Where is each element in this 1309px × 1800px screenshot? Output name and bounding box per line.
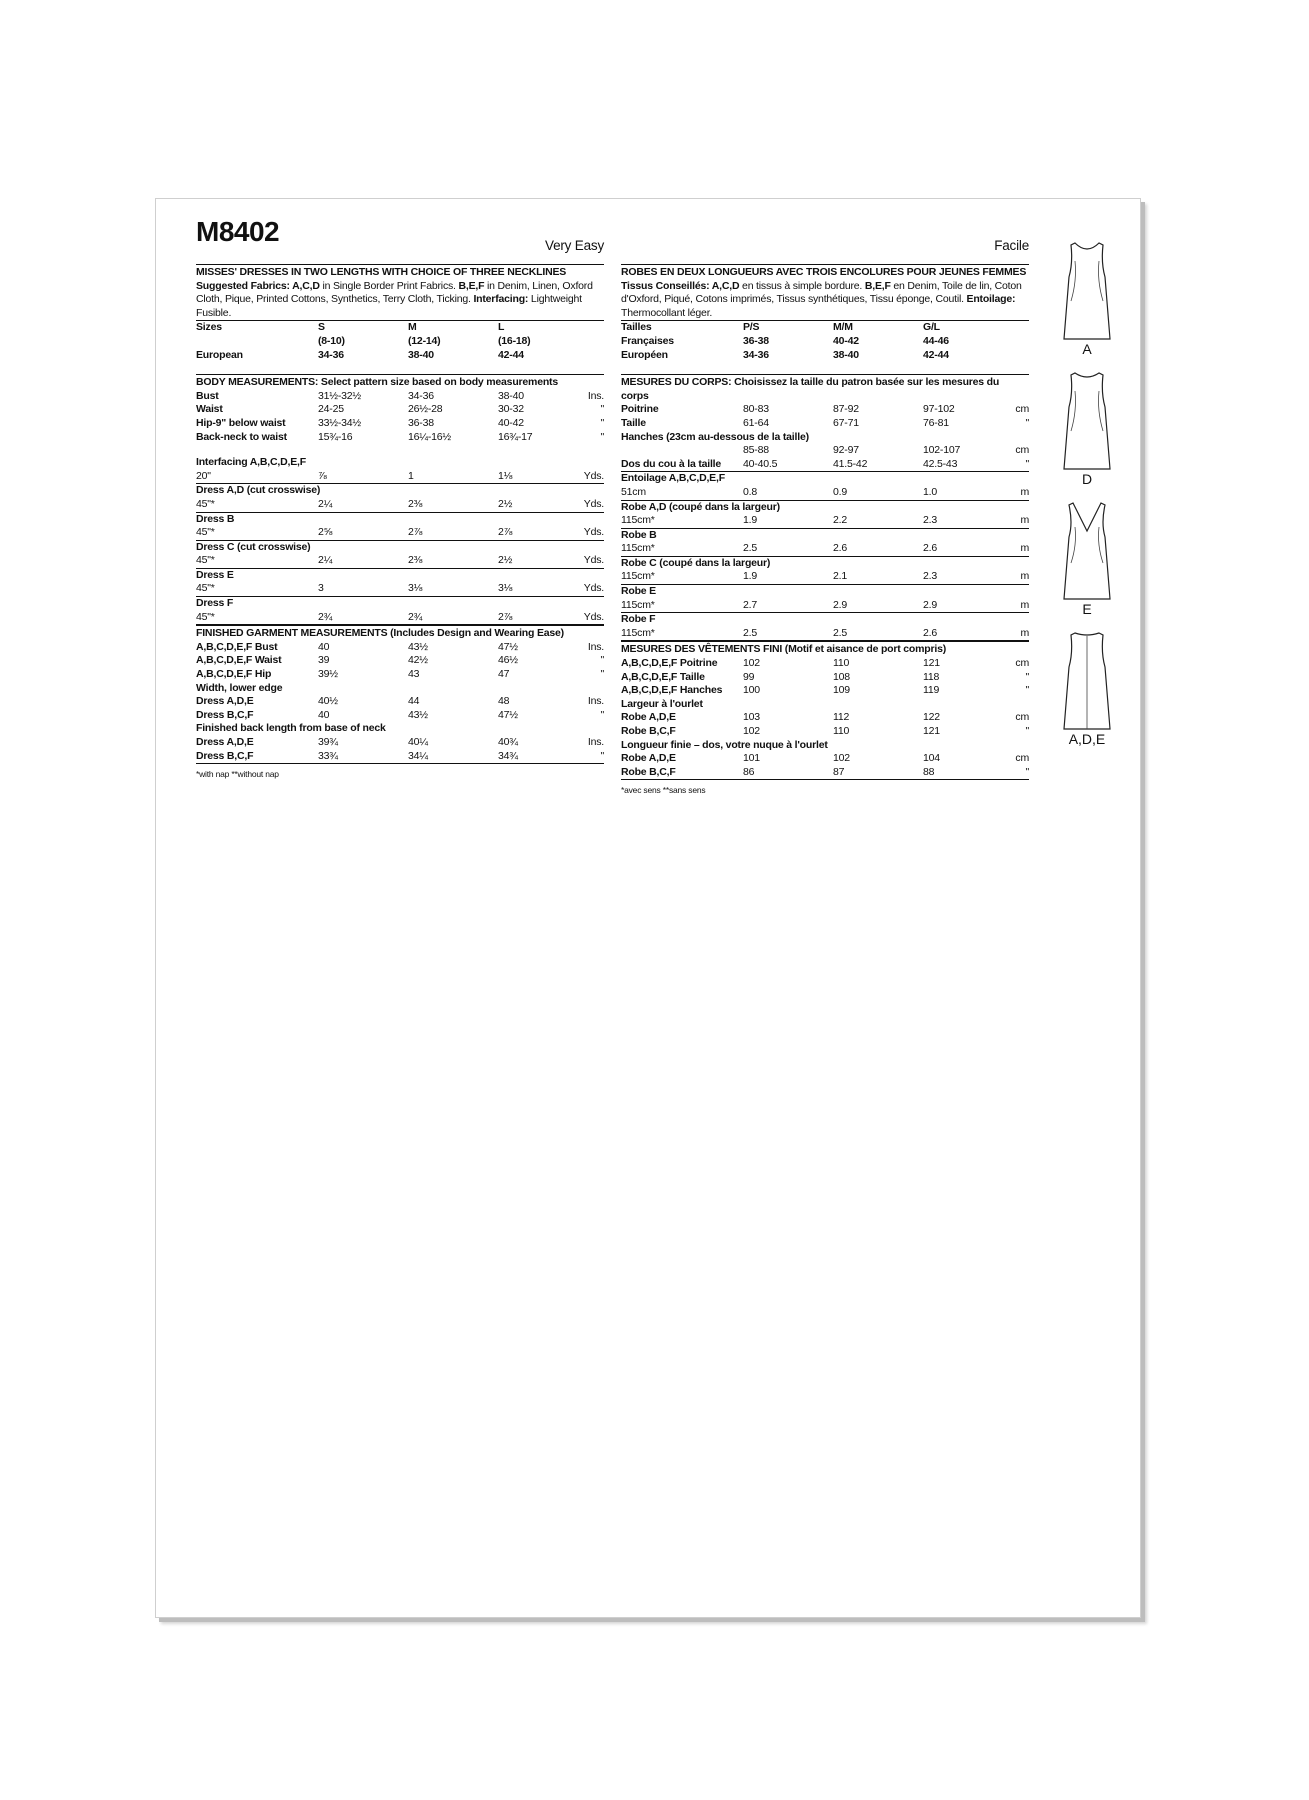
value-cell: 2.6 xyxy=(923,542,937,555)
value-cell: 47 xyxy=(498,668,510,681)
value-cell: 61-64 xyxy=(743,416,769,429)
yardage-table xyxy=(196,456,604,625)
dress-a-sketch-icon xyxy=(1061,241,1113,341)
sketch-view-d xyxy=(1061,371,1113,487)
table-row xyxy=(196,736,604,750)
row-label: Taille xyxy=(621,416,646,429)
value-cell: 67-71 xyxy=(833,416,859,429)
value-cell: 2¾ xyxy=(408,610,423,623)
body-measurements-heading: BODY MEASUREMENTS: Select pattern size based on body measurements xyxy=(196,374,604,390)
hip-label-fr: Hanches (23cm au-dessous de la taille) xyxy=(621,430,809,443)
value-cell: 2.7 xyxy=(743,598,757,611)
unit-cell: " xyxy=(600,403,604,416)
value-cell: 39¾ xyxy=(318,736,338,748)
width-table xyxy=(196,695,604,722)
value-cell: L xyxy=(498,321,505,334)
row-label: Françaises xyxy=(621,334,674,347)
value-cell: 1.9 xyxy=(743,514,757,527)
dress-d-sketch-icon xyxy=(1061,371,1113,471)
value-cell: 104 xyxy=(923,752,940,765)
unit-cell: Yds. xyxy=(583,610,604,623)
table-row xyxy=(196,582,604,596)
unit-cell: Ins. xyxy=(587,695,604,708)
value-cell: 88 xyxy=(923,765,935,778)
row-label: Dress B,C,F xyxy=(196,749,254,762)
unit-cell: Ins. xyxy=(587,389,604,402)
row-label: 115cm* xyxy=(621,542,655,555)
sketch-label-a: A xyxy=(1082,341,1092,357)
unit-cell: cm xyxy=(1015,403,1029,416)
value-cell: 2¼ xyxy=(318,554,333,567)
value-cell: 40¾ xyxy=(498,736,518,748)
value-cell: M xyxy=(408,321,417,334)
row-label: Sizes xyxy=(196,321,222,334)
value-cell: 85-88 xyxy=(743,444,769,457)
unit-cell: cm xyxy=(1015,752,1029,765)
value-cell: 3⅛ xyxy=(498,582,513,595)
value-cell: 102-107 xyxy=(923,444,961,457)
value-cell: 2.1 xyxy=(833,570,847,583)
value-cell: 2½ xyxy=(498,497,513,510)
pattern-sheet xyxy=(155,198,1141,1618)
value-cell: 2.3 xyxy=(923,514,937,527)
footnote: *with nap **without nap xyxy=(196,769,279,780)
table-row xyxy=(196,390,604,404)
value-cell: 109 xyxy=(833,684,850,697)
value-cell: 41.5-42 xyxy=(833,457,868,470)
value-cell: 44 xyxy=(408,695,420,708)
finished-measurements-table-fr xyxy=(621,657,1029,698)
row-label: A,B,C,D,E,F Taille xyxy=(621,670,705,683)
table-row xyxy=(621,570,1029,584)
row-label: A,B,C,D,E,F Waist xyxy=(196,654,282,667)
row-label: 45"* xyxy=(196,610,215,623)
row-label: 51cm xyxy=(621,485,646,498)
table-row xyxy=(621,514,1029,528)
unit-cell: Yds. xyxy=(583,582,604,595)
value-cell: 119 xyxy=(923,684,940,697)
unit-cell: " xyxy=(1025,416,1029,429)
yardage-view-label: Dress C (cut crosswise) xyxy=(196,540,311,553)
table-row xyxy=(621,417,1029,431)
value-cell: 2¼ xyxy=(318,497,333,510)
unit-cell: m xyxy=(1020,598,1029,611)
unit-cell: " xyxy=(600,654,604,667)
value-cell: (8-10) xyxy=(318,334,345,347)
value-cell: (16-18) xyxy=(498,334,531,347)
unit-cell: " xyxy=(1025,670,1029,683)
row-label: Dress A,D,E xyxy=(196,736,254,748)
value-cell: 102 xyxy=(743,725,760,737)
row-label: Poitrine xyxy=(621,403,659,416)
length-label: Finished back length from base of neck xyxy=(196,722,386,735)
table-row xyxy=(196,403,604,417)
sizes-table-fr xyxy=(621,321,1029,362)
value-cell: 33½-34½ xyxy=(318,416,361,429)
table-row xyxy=(196,709,604,723)
table-row xyxy=(621,349,1029,363)
row-label: Robe B,C,F xyxy=(621,765,676,778)
back-row-fr xyxy=(621,458,1029,472)
table-row xyxy=(621,444,1029,458)
row-label: Waist xyxy=(196,403,223,416)
value-cell: 2.5 xyxy=(833,626,847,639)
value-cell: 1.9 xyxy=(743,570,757,583)
yardage-view-label: Dress A,D (cut crosswise) xyxy=(196,484,321,497)
value-cell: 2.9 xyxy=(923,598,937,611)
unit-cell: Yds. xyxy=(583,526,604,539)
value-cell: 2¾ xyxy=(318,610,333,623)
value-cell: 87-92 xyxy=(833,403,859,416)
row-label: 45"* xyxy=(196,497,215,510)
unit-cell: cm xyxy=(1015,711,1029,724)
value-cell: 2.5 xyxy=(743,626,757,639)
value-cell: 0.8 xyxy=(743,485,757,498)
dress-e-sketch-icon xyxy=(1061,501,1113,601)
french-column xyxy=(621,199,1029,798)
value-cell: 42-44 xyxy=(498,348,524,361)
table-row xyxy=(621,486,1029,500)
table-row xyxy=(621,321,1029,335)
unit-cell: Yds. xyxy=(583,497,604,510)
row-label: Hip-9" below waist xyxy=(196,416,286,429)
value-cell: 102 xyxy=(833,752,850,765)
length-label-fr: Longueur finie – dos, votre nuque à l'ourlet xyxy=(621,738,828,751)
table-row xyxy=(621,657,1029,671)
value-cell: 31½-32½ xyxy=(318,389,361,402)
value-cell: 2⅝ xyxy=(318,526,333,539)
value-cell: 40-42 xyxy=(833,334,859,347)
unit-cell: m xyxy=(1020,626,1029,639)
value-cell: 36-38 xyxy=(743,334,769,347)
table-row xyxy=(621,627,1029,641)
value-cell: 26½-28 xyxy=(408,403,443,416)
table-row xyxy=(196,641,604,655)
width-label: Width, lower edge xyxy=(196,681,283,694)
unit-cell: " xyxy=(600,430,604,443)
value-cell: 16¾-17 xyxy=(498,430,533,443)
table-row xyxy=(621,403,1029,417)
value-cell: 40 xyxy=(318,708,330,721)
table-row xyxy=(621,766,1029,780)
value-cell: 34-36 xyxy=(743,348,769,361)
value-cell: 2⅞ xyxy=(498,610,513,623)
sketch-view-a xyxy=(1061,241,1113,357)
table-row xyxy=(196,554,604,568)
sketch-label-e: E xyxy=(1082,601,1092,617)
unit-cell: Ins. xyxy=(587,736,604,748)
value-cell: 43 xyxy=(408,668,420,681)
value-cell: 39 xyxy=(318,654,330,667)
value-cell: 2.5 xyxy=(743,542,757,555)
row-label: Dos du cou à la taille xyxy=(621,457,722,470)
value-cell: 34¼ xyxy=(408,749,428,762)
unit-cell: cm xyxy=(1015,444,1029,457)
table-row xyxy=(196,417,604,431)
yardage-view-label: Entoilage A,B,C,D,E,F xyxy=(621,472,725,485)
value-cell: 100 xyxy=(743,684,760,697)
value-cell: 87 xyxy=(833,765,845,778)
table-row xyxy=(196,750,604,764)
yardage-view-label: Robe E xyxy=(621,585,656,598)
yardage-view-label: Interfacing A,B,C,D,E,F xyxy=(196,456,306,469)
value-cell: 2⅜ xyxy=(408,554,423,567)
value-cell: 2.2 xyxy=(833,514,847,527)
value-cell: 110 xyxy=(833,725,850,737)
unit-cell: " xyxy=(600,708,604,721)
english-column xyxy=(196,199,604,782)
body-measurements-table-fr xyxy=(621,403,1029,430)
row-label: 115cm* xyxy=(621,570,655,583)
table-row xyxy=(621,671,1029,685)
value-cell: 36-38 xyxy=(408,416,434,429)
table-row xyxy=(621,335,1029,349)
difficulty-label-fr: Facile xyxy=(994,238,1029,253)
hip-row-fr xyxy=(621,444,1029,458)
row-label: A,B,C,D,E,F Hanches xyxy=(621,684,723,697)
pattern-number: M8402 xyxy=(196,216,280,247)
value-cell: G/L xyxy=(923,321,940,334)
value-cell: 48 xyxy=(498,695,510,708)
table-row xyxy=(621,684,1029,698)
value-cell: 112 xyxy=(833,711,850,724)
table-row xyxy=(196,654,604,668)
value-cell: 92-97 xyxy=(833,444,859,457)
value-cell: 97-102 xyxy=(923,403,955,416)
value-cell: 40-40.5 xyxy=(743,457,778,470)
value-cell: 34-36 xyxy=(408,389,434,402)
unit-cell: " xyxy=(1025,684,1029,697)
value-cell: 3 xyxy=(318,582,324,595)
value-cell: 42½ xyxy=(408,654,428,667)
unit-cell: Yds. xyxy=(583,554,604,567)
body-measurements-heading-fr: MESURES DU CORPS: Choisissez la taille du patron basée sur les mesures du corps xyxy=(621,374,1029,403)
value-cell: 80-83 xyxy=(743,403,769,416)
table-row xyxy=(196,321,604,335)
row-label: Bust xyxy=(196,389,219,402)
unit-cell: " xyxy=(600,668,604,681)
value-cell: 46½ xyxy=(498,654,518,667)
value-cell: 122 xyxy=(923,711,940,724)
unit-cell: " xyxy=(600,749,604,762)
row-label: A,B,C,D,E,F Bust xyxy=(196,640,278,653)
difficulty-label: Very Easy xyxy=(545,238,604,253)
value-cell: P/S xyxy=(743,321,760,334)
yardage-table-fr xyxy=(621,472,1029,641)
row-label: Robe A,D,E xyxy=(621,752,676,765)
value-cell: 2.6 xyxy=(833,542,847,555)
value-cell: ⅞ xyxy=(318,469,327,482)
sizes-table xyxy=(196,321,604,362)
value-cell: 40½ xyxy=(318,695,338,708)
table-row xyxy=(196,695,604,709)
row-label: 115cm* xyxy=(621,514,655,527)
unit-cell: " xyxy=(1025,457,1029,470)
value-cell: 15¾-16 xyxy=(318,430,353,443)
fabrics-paragraph: Suggested Fabrics: A,C,D in Single Border Print Fabrics. B,E,F in Denim, Linen, Oxford Cloth, Pique, Printed Cottons, Synthetics, Terry Cloth, Ticking. Interfacing: Lightweight Fusible. xyxy=(196,279,593,319)
fabrics-paragraph-fr: Tissus Conseillés: A,C,D en tissus à simple bordure. B,E,F en Denim, Toile de lin, Coton d'Oxford, Piqué, Cotons imprimés, Tissus synthétiques, Tissu éponge, Coutil. Entoilage: Thermocollant léger. xyxy=(621,279,1022,319)
value-cell: 34¾ xyxy=(498,749,518,762)
table-row xyxy=(196,470,604,484)
value-cell: 3⅛ xyxy=(408,582,423,595)
length-table-fr xyxy=(621,752,1029,779)
row-label: Robe A,D,E xyxy=(621,711,676,724)
row-label: 115cm* xyxy=(621,626,655,639)
yardage-view-label: Dress B xyxy=(196,512,235,525)
table-row xyxy=(196,349,604,363)
footnote-fr: *avec sens **sans sens xyxy=(621,785,706,796)
row-label: Dress A,D,E xyxy=(196,695,254,708)
value-cell: 38-40 xyxy=(498,389,524,402)
unit-cell: cm xyxy=(1015,657,1029,670)
finished-measurements-heading: FINISHED GARMENT MEASUREMENTS (Includes Design and Wearing Ease) xyxy=(196,625,604,641)
table-row xyxy=(621,458,1029,472)
row-label: 115cm* xyxy=(621,598,655,611)
sketch-view-back xyxy=(1061,631,1113,747)
value-cell: 0.9 xyxy=(833,485,847,498)
table-row xyxy=(196,498,604,512)
unit-cell: Ins. xyxy=(587,640,604,653)
pattern-title: MISSES' DRESSES IN TWO LENGTHS WITH CHOICE OF THREE NECKLINES xyxy=(196,264,604,280)
value-cell: 34-36 xyxy=(318,348,344,361)
value-cell: 43½ xyxy=(408,708,428,721)
unit-cell: Yds. xyxy=(583,469,604,482)
sketch-view-e xyxy=(1061,501,1113,617)
value-cell: 1⅛ xyxy=(498,469,513,482)
value-cell: 40-42 xyxy=(498,416,524,429)
row-label: 45"* xyxy=(196,582,215,595)
table-row xyxy=(196,668,604,682)
value-cell: 2⅜ xyxy=(408,497,423,510)
finished-measurements-heading-fr: MESURES DES VÊTEMENTS FINI (Motif et aisance de port compris) xyxy=(621,641,1029,657)
value-cell: 118 xyxy=(923,670,940,683)
yardage-view-label: Dress F xyxy=(196,597,234,610)
length-table xyxy=(196,736,604,763)
row-label: A,B,C,D,E,F Hip xyxy=(196,668,272,681)
value-cell: (12-14) xyxy=(408,334,441,347)
value-cell: 44-46 xyxy=(923,334,949,347)
sketch-label-d: D xyxy=(1081,471,1093,487)
value-cell: 43½ xyxy=(408,640,428,653)
table-row xyxy=(621,599,1029,613)
pattern-title-fr: ROBES EN DEUX LONGUEURS AVEC TROIS ENCOLURES POUR JEUNES FEMMES xyxy=(621,264,1029,280)
row-label: Back-neck to waist xyxy=(196,430,287,443)
yardage-view-label: Dress E xyxy=(196,568,234,581)
value-cell: 76-81 xyxy=(923,416,949,429)
sketch-label-back: A,D,E xyxy=(1068,731,1106,747)
value-cell: 108 xyxy=(833,670,850,683)
body-measurements-table xyxy=(196,390,604,444)
row-label: Tailles xyxy=(621,321,652,334)
table-row xyxy=(621,752,1029,766)
value-cell: 99 xyxy=(743,670,755,683)
value-cell: 121 xyxy=(923,657,940,670)
row-label: 45"* xyxy=(196,526,215,539)
value-cell: 42.5-43 xyxy=(923,457,958,470)
row-label: A,B,C,D,E,F Poitrine xyxy=(621,657,718,670)
value-cell: 1.0 xyxy=(923,485,937,498)
unit-cell: m xyxy=(1020,485,1029,498)
finished-measurements-table xyxy=(196,641,604,682)
row-label: Dress B,C,F xyxy=(196,708,254,721)
table-row xyxy=(196,526,604,540)
yardage-view-label: Robe F xyxy=(621,613,656,626)
width-label-fr: Largeur à l'ourlet xyxy=(621,697,703,710)
yardage-view-label: Robe A,D (coupé dans la largeur) xyxy=(621,500,780,513)
yardage-view-label: Robe B xyxy=(621,528,657,541)
unit-cell: " xyxy=(1025,765,1029,778)
value-cell: 40¼ xyxy=(408,736,428,748)
value-cell: 2.9 xyxy=(833,598,847,611)
row-label: European xyxy=(196,348,243,361)
row-label: 45"* xyxy=(196,554,215,567)
value-cell: 1 xyxy=(408,469,414,482)
dress-back-sketch-icon xyxy=(1061,631,1113,731)
value-cell: 39½ xyxy=(318,668,338,681)
row-label: Robe B,C,F xyxy=(621,725,676,737)
table-row xyxy=(196,431,604,445)
unit-cell: " xyxy=(600,416,604,429)
value-cell: 47½ xyxy=(498,640,518,653)
value-cell: 38-40 xyxy=(408,348,434,361)
value-cell: 2.3 xyxy=(923,570,937,583)
value-cell: 102 xyxy=(743,657,760,670)
yardage-view-label: Robe C (coupé dans la largeur) xyxy=(621,556,771,569)
value-cell: 2⅞ xyxy=(498,526,513,539)
unit-cell: " xyxy=(1025,725,1029,737)
table-row xyxy=(196,335,604,349)
value-cell: S xyxy=(318,321,325,334)
value-cell: 2.6 xyxy=(923,626,937,639)
table-row xyxy=(196,611,604,625)
table-row xyxy=(621,711,1029,725)
value-cell: M/M xyxy=(833,321,853,334)
value-cell: 2⅞ xyxy=(408,526,423,539)
value-cell: 110 xyxy=(833,657,850,670)
value-cell: 47½ xyxy=(498,708,518,721)
value-cell: 30-32 xyxy=(498,403,524,416)
value-cell: 121 xyxy=(923,725,940,737)
unit-cell: m xyxy=(1020,542,1029,555)
value-cell: 42-44 xyxy=(923,348,949,361)
value-cell: 16¼-16½ xyxy=(408,430,451,443)
row-label: Européen xyxy=(621,348,668,361)
value-cell: 38-40 xyxy=(833,348,859,361)
value-cell: 24-25 xyxy=(318,403,344,416)
value-cell: 2½ xyxy=(498,554,513,567)
value-cell: 101 xyxy=(743,752,760,765)
value-cell: 103 xyxy=(743,711,760,724)
row-label: 20" xyxy=(196,469,211,482)
value-cell: 33¾ xyxy=(318,749,338,762)
table-row xyxy=(621,542,1029,556)
unit-cell: m xyxy=(1020,570,1029,583)
unit-cell: m xyxy=(1020,514,1029,527)
value-cell: 40 xyxy=(318,640,330,653)
value-cell: 86 xyxy=(743,765,755,778)
table-row xyxy=(621,725,1029,739)
width-table-fr xyxy=(621,711,1029,738)
